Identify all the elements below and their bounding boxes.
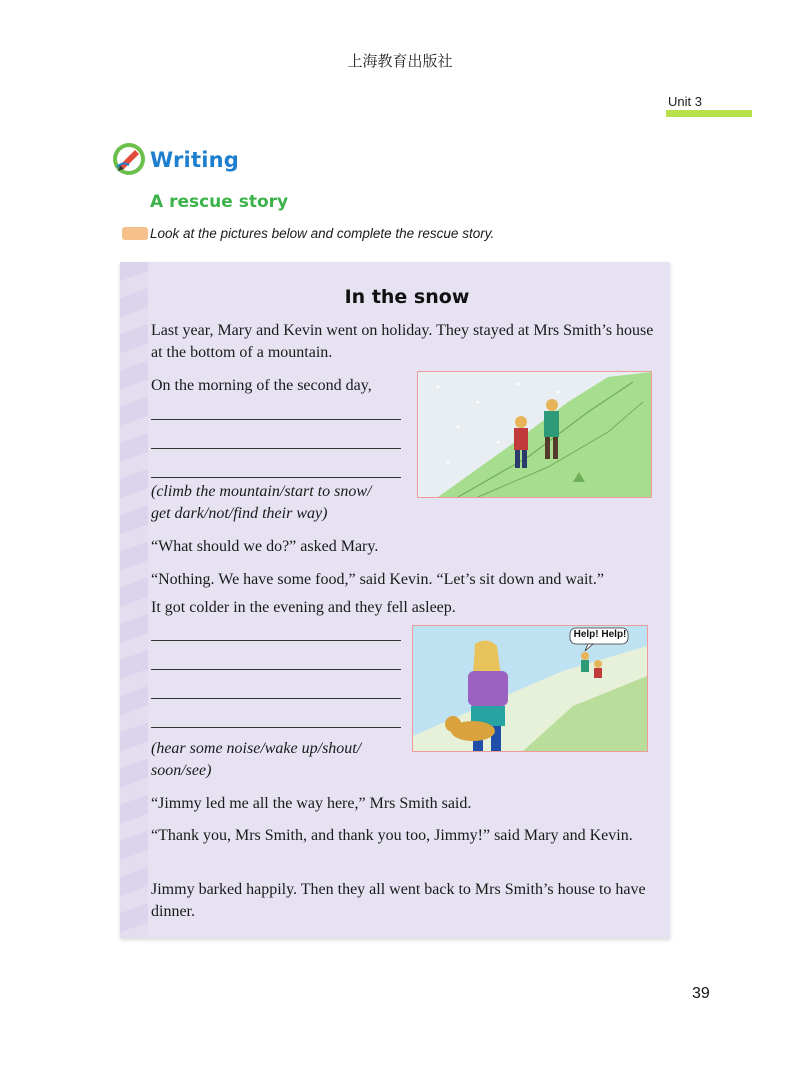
story-paragraph-3: “What should we do?” asked Mary. (151, 538, 379, 555)
speech-bubble-text: Help! Help! (573, 629, 627, 640)
instruction-marker (122, 227, 148, 240)
story-paragraph-5: It got colder in the evening and they fell asleep. (151, 599, 456, 616)
story-paragraph-2: On the morning of the second day, (151, 377, 372, 394)
rescue-illustration (413, 626, 647, 751)
answer-blank-5[interactable] (151, 669, 401, 670)
story-paragraph-6: “Jimmy led me all the way here,” Mrs Smith said. (151, 795, 472, 812)
story-subtitle: A rescue story (150, 192, 289, 212)
page-number: 39 (692, 985, 710, 1002)
hint-2-line-1: (hear some noise/wake up/shout/ (151, 740, 362, 757)
section-title: Writing (150, 148, 239, 172)
story-paragraph-1: Last year, Mary and Kevin went on holiday. They stayed at Mrs Smith’s house at the bottom of a mountain. (151, 322, 654, 361)
instruction-text: Look at the pictures below and complete the rescue story. (150, 226, 495, 241)
picture-rescue (412, 625, 648, 752)
picture-climbing-snow (417, 371, 652, 498)
story-title: In the snow (344, 286, 470, 308)
story-paragraph-8: Jimmy barked happily. Then they all went back to Mrs Smith’s house to have dinner. (151, 881, 646, 920)
answer-blank-3[interactable] (151, 477, 401, 478)
unit-label: Unit 3 (668, 94, 702, 109)
hint-1-line-2: get dark/not/find their way) (151, 505, 328, 522)
hint-2-line-2: soon/see) (151, 762, 212, 779)
answer-blank-2[interactable] (151, 448, 401, 449)
climbing-illustration (418, 372, 651, 497)
unit-bar (666, 110, 752, 117)
answer-blank-7[interactable] (151, 727, 401, 728)
story-paragraph-4: “Nothing. We have some food,” said Kevin. “Let’s sit down and wait.” (151, 571, 604, 588)
hint-1 (151, 481, 416, 525)
writing-icon (111, 141, 147, 177)
answer-blank-4[interactable] (151, 640, 401, 641)
hint-2 (151, 738, 416, 782)
story-paragraph-7: “Thank you, Mrs Smith, and thank you too, Jimmy!” said Mary and Kevin. (151, 827, 633, 844)
answer-blank-6[interactable] (151, 698, 401, 699)
answer-blank-1[interactable] (151, 419, 401, 420)
hint-1-line-1: (climb the mountain/start to snow/ (151, 483, 372, 500)
publisher-header: 上海教育出版社 (347, 52, 453, 70)
